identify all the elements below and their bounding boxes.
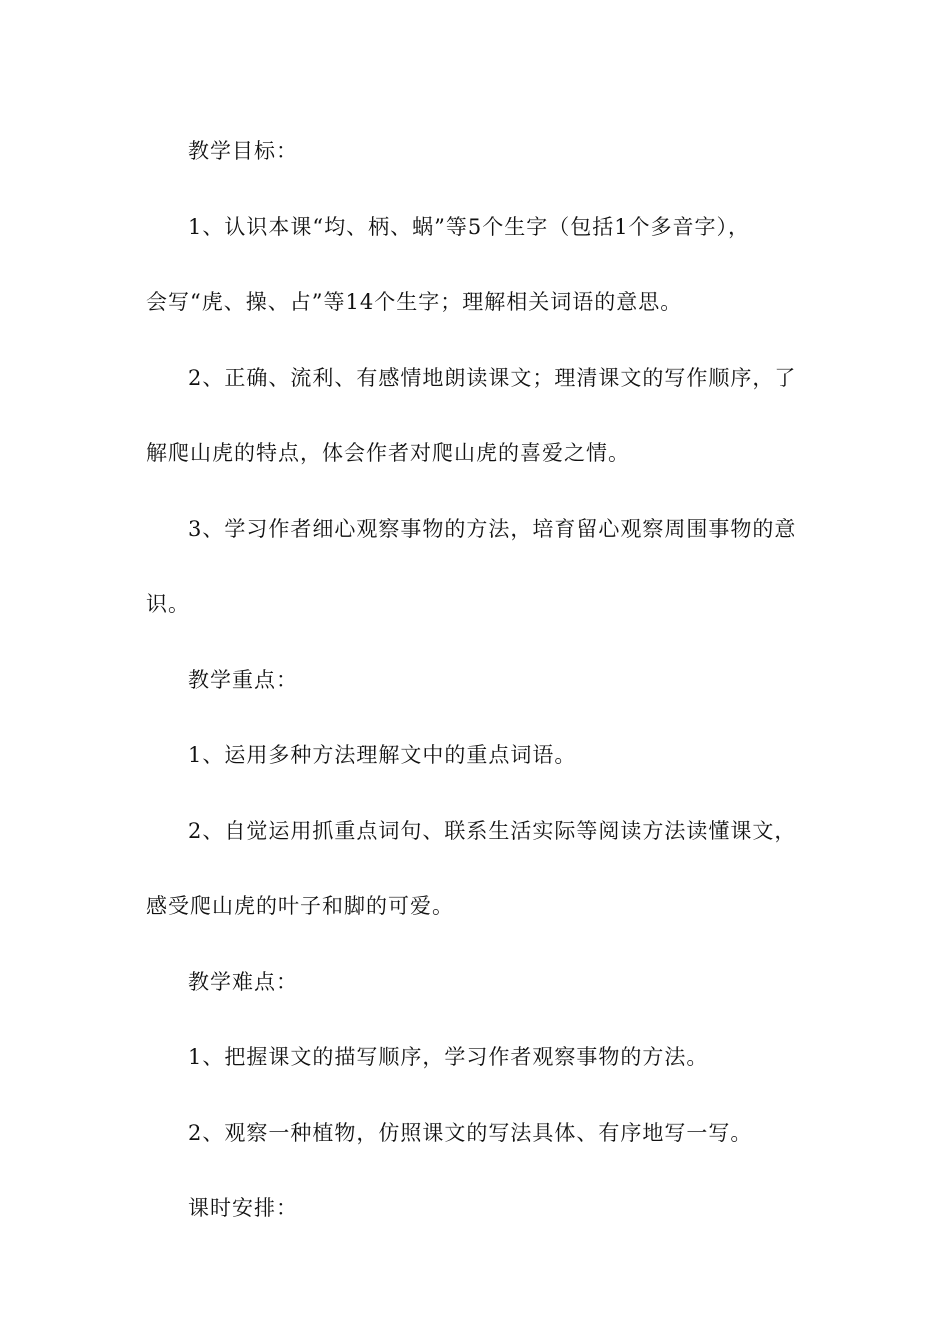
- goal-3-line-1: 3、学习作者细心观察事物的方法，培育留心观察周围事物的意: [188, 516, 797, 541]
- goal-1-line-2: 会写“虎、操、占”等14个生字；理解相关词语的意思。: [146, 290, 683, 314]
- key-point-2-line-1: 2、自觉运用抓重点词句、联系生活实际等阅读方法读懂课文，: [188, 818, 797, 843]
- document-body: [146, 132, 816, 1265]
- goal-2-line-2: 解爬山虎的特点，体会作者对爬山虎的喜爱之情。: [146, 441, 630, 465]
- heading-key-points: 教学重点：: [188, 667, 298, 692]
- goal-3-line-2: 识。: [146, 592, 190, 616]
- heading-difficult-points: 教学难点：: [188, 969, 298, 994]
- heading-schedule: 课时安排：: [188, 1196, 298, 1220]
- key-point-2-line-2: 感受爬山虎的叶子和脚的可爱。: [146, 894, 454, 918]
- goal-1-line-1: 1、认识本课“均、柄、蜗”等5个生字（包括1个多音字），: [188, 214, 751, 239]
- difficult-point-2: 2、观察一种植物，仿照课文的写法具体、有序地写一写。: [188, 1120, 753, 1145]
- goal-2-line-1: 2、正确、流利、有感情地朗读课文；理清课文的写作顺序，了: [188, 365, 797, 390]
- difficult-point-1: 1、把握课文的描写顺序，学习作者观察事物的方法。: [188, 1045, 709, 1069]
- key-point-1: 1、运用多种方法理解文中的重点词语。: [188, 743, 577, 767]
- heading-teaching-goals: 教学目标：: [188, 139, 298, 163]
